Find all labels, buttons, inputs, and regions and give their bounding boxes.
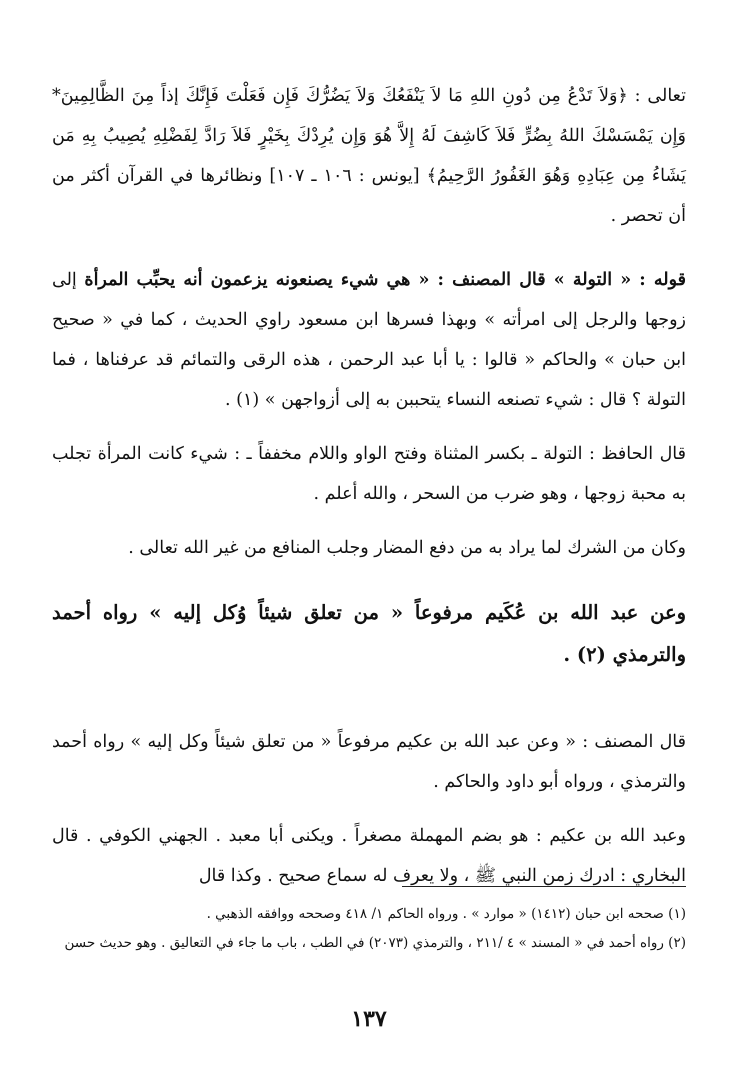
spacer: [52, 236, 686, 260]
musannif-paragraph: قال المصنف : « وعن عبد الله بن عكيم مرفوعاً « من تعلق شيئاً وكل إليه » رواه أحمد والترمذي ، ورواه أبو داود والحاكم .: [52, 732, 686, 792]
spacer: [52, 802, 686, 816]
hafiz-paragraph: قال الحافظ : التولة ـ بكسر المثناة وفتح الواو واللام مخففاً ـ : شيء كانت المرأة تجلب به محبة زوجها ، وهو ضرب من السحر ، والله أعلم .: [52, 444, 686, 504]
footnote-2: (٢) رواه أحمد في « المسند » ٤ /٢١١ ، والترمذي (٢٠٧٣) في الطب ، باب ما جاء في التعاليق . وهو حديث حسن: [64, 935, 686, 951]
footnote-1: (١) صححه ابن حبان (١٤١٢) « موارد » . ورواه الحاكم ١/ ٤١٨ وصححه ووافقه الذهبي .: [206, 906, 686, 922]
spacer: [52, 420, 686, 434]
page-number: ١٣٧: [351, 1006, 387, 1032]
page-body: [52, 76, 686, 896]
hadith-paragraph: وعن عبد الله بن عُكَيم مرفوعاً « من تعلق شيئاً وُكل إليه » رواه أحمد والترمذي (٢) .: [52, 601, 686, 666]
footnotes: [52, 900, 686, 958]
spacer: [52, 676, 686, 722]
spacer: [52, 568, 686, 592]
footnote-divider: [402, 886, 686, 887]
shirk-paragraph: وكان من الشرك لما يراد به من دفع المضار وجلب المنافع من غير الله تعالى .: [128, 538, 686, 558]
spacer: [52, 514, 686, 528]
ukaym-paragraph: وعبد الله بن عكيم : هو بضم المهملة مصغراً . ويكنى أبا معبد . الجهني الكوفي . قال البخاري : ادرك زمن النبي ﷺ ، ولا يعرف له سماع صحيح . وكذا قال: [52, 826, 686, 886]
tiwala-paragraph: [52, 260, 686, 420]
verse-paragraph: تعالى : ﴿وَلاَ تَدْعُ مِن دُونِ اللهِ مَا لاَ يَنْفَعُكَ وَلاَ يَضُرُّكَ فَإِن فَعَلْتَ فَإِنَّكَ إذاً مِنَ الظَّالِمِينَ* وَإِن يَمْسَسْكَ اللهُ بِضُرٍّ فَلاَ كَاشِفَ لَهُ إِلاَّ هُوَ وَإِن يُرِدْكَ بِخَيْرٍ فَلاَ رَادَّ لِفَضْلِهِ يُصِيبُ بِهِ مَن يَشَاءُ مِن عِبَادِهِ وَهُوَ الغَفُورُ الرَّحِيمُ﴾ [يونس : ١٠٦ ـ ١٠٧] ونظائرها في القرآن أكثر من أن تحصر .: [52, 86, 686, 226]
tiwala-rest: إلى زوجها والرجل إلى امرأته » وبهذا فسرها ابن مسعود راوي الحديث ، كما في « صحيح ابن حبان » والحاكم « قالوا : يا أبا عبد الرحمن ، هذه الرقى والتمائم قد عرفناها ، فما التولة ؟ قال : شيء تصنعه النساء يتحببن به إلى أزواجهن » (١) .: [52, 270, 686, 410]
tiwala-lead: قوله : « التولة » قال المصنف : « هي شيء يصنعونه يزعمون أنه يحبِّب المرأة: [84, 270, 686, 290]
